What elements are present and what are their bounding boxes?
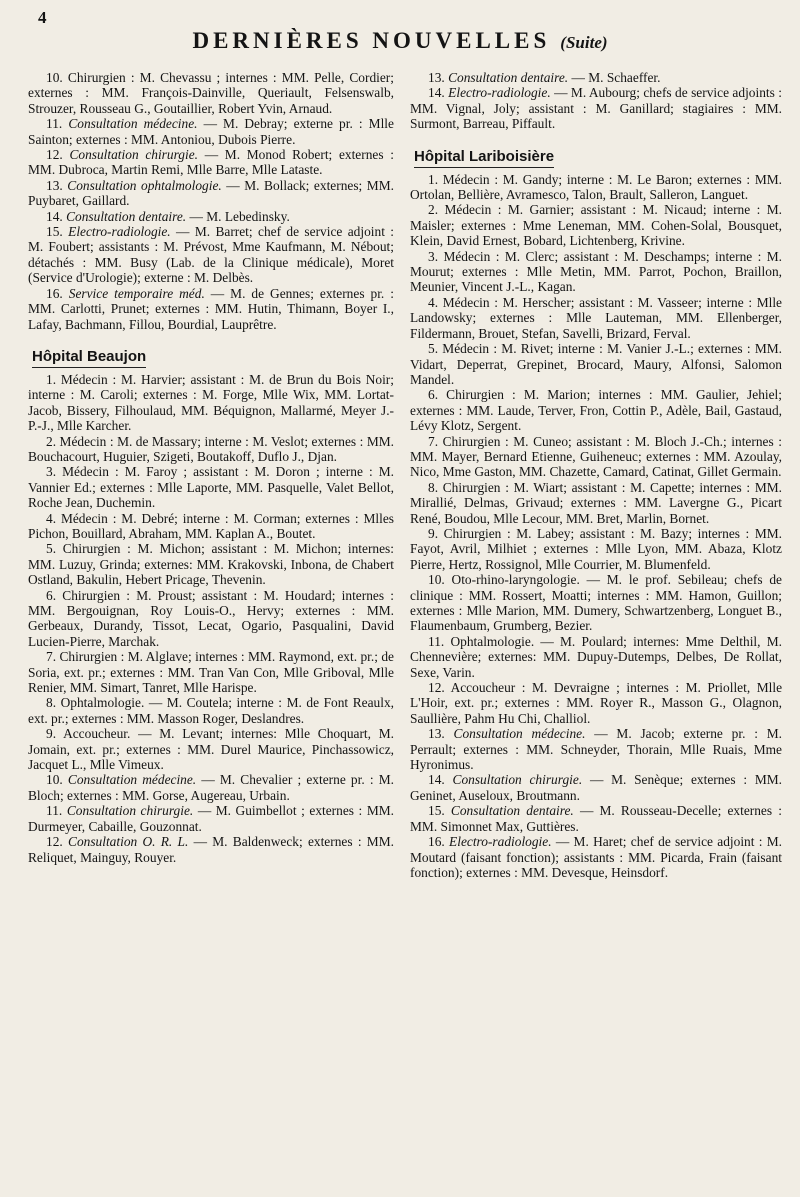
entry-number: 16. <box>428 834 445 850</box>
section-lariboisiere <box>410 132 782 881</box>
entry-text: Médecin : M. Herscher; assistant : M. Vasseer; interne : Mlle Landowsky; externes : Mlle Lauteman, MM. Ellenberger, Fildermann, Brouet, Stefan, Savelli, Brizard, Ferval. <box>410 294 782 341</box>
entry-item <box>28 541 394 587</box>
entry-number: 3. <box>428 248 439 264</box>
entry-item <box>28 434 394 465</box>
entry-service: Consultation chirurgie. <box>452 772 583 788</box>
entry-text: — M. Rousseau-Decelle; externes : MM. Simonnet Max, Guttières. <box>410 803 782 834</box>
entry-text: — M. de Gennes; externes pr. : MM. Carlotti, Prunet; externes : MM. Hutin, Thimann, Boyer I., Lafay, Bachmann, Fillou, Bourdial, Lauprêtre. <box>28 285 394 332</box>
entry-number: 6. <box>46 587 57 603</box>
entry-item <box>28 803 394 834</box>
entry-number: 15. <box>46 224 63 240</box>
entry-number: 14. <box>46 208 63 224</box>
entry-item <box>28 286 394 332</box>
entry-text: Médecin : M. Gandy; interne : M. Le Baron; externes : MM. Ortolan, Bellière, Avramesco, Talon, Brault, Salleron, Languet. <box>410 171 782 203</box>
entry-number: 1. <box>46 371 57 387</box>
entry-item <box>410 434 782 480</box>
entry-number: 3. <box>46 464 57 480</box>
entry-number: 2. <box>428 202 439 218</box>
entry-item <box>28 147 394 178</box>
entry-number: 16. <box>46 285 63 301</box>
entry-text: Chirurgien : M. Proust; assistant : M. Houdard; internes : MM. Bergouignan, Roy Louis-O., Hervy; externes : MM. Gerbeaux, Durandy, Tissot, Lecat, Ogario, Pasqualini, David Lucien-Pierre, Marchak. <box>28 587 394 649</box>
entry-text: — M. Chevalier ; externe pr. : M. Bloch; externes : MM. Gorse, Augereau, Urbain. <box>28 772 394 803</box>
entry-text: — M. Aubourg; chefs de service adjoints : MM. Vignal, Joly; assistant : M. Ganillard; stagiaires : MM. Surmont, Barreau, Piffault. <box>410 85 782 132</box>
section-title-lariboisiere: Hôpital Lariboisière <box>414 148 554 168</box>
entry-text: — M. Bollack; externes; MM. Puybaret, Gaillard. <box>28 177 394 209</box>
entry-item <box>410 772 782 803</box>
entry-item <box>28 116 394 147</box>
entry-service: Electro-radiologie. <box>68 224 171 240</box>
entry-number: 2. <box>46 433 57 449</box>
entry-text: — M. Lebedinsky. <box>189 208 290 224</box>
entry-service: Consultation dentaire. <box>66 208 187 224</box>
page-header <box>0 28 800 54</box>
entry-service: Consultation dentaire. <box>450 803 574 819</box>
entry-item <box>28 70 394 116</box>
entry-number: 10. <box>428 572 445 588</box>
entry-text: — M. Barret; chef de service adjoint : M. Foubert; assistants : M. Prévost, Mme Kaufmann, M. Nébout; détachés : MM. Busy (Lab. de la Clinique médicale), Moret (Service d'Urologie); externe : M. Delbès. <box>28 224 394 286</box>
header-suite: (Suite) <box>560 33 608 52</box>
entry-item <box>410 526 782 572</box>
entry-number: 13. <box>428 70 445 85</box>
entry-text: Chirurgien : M. Labey; assistant : M. Bazy; internes : MM. Fayot, Avril, Milhiet ; externes : Mlle Lyon, MM. Abaza, Klotz Pierre, Hertz, Rossignol, Mlle Courrier, M. Blumenfeld. <box>410 525 782 572</box>
entry-number: 11. <box>428 633 445 649</box>
entry-item <box>410 680 782 726</box>
entry-text: — M. Haret; chef de service adjoint : M. Moutard (faisant fonction); assistants : MM. Picarda, Frain (faisant fonction); externes : MM. Devesque, Heinsdorf. <box>410 834 782 880</box>
entry-number: 10. <box>46 772 63 788</box>
entry-service: Consultation ophtalmologie. <box>67 177 222 193</box>
entry-text: Chirurgien : M. Chevassu ; internes : MM. Pelle, Cordier; externes : MM. François-Dainville, Queriault, Felsenswalb, Strouzer, Rousseau G., Goutaillier, Robert Yvin, Arnaud. <box>28 70 394 116</box>
page-number: 4 <box>38 8 47 27</box>
entry-text: Oto-rhino-laryngologie. — M. le prof. Sebileau; chefs de clinique : MM. Rossert, Moatti; internes : MM. Hamon, Guillon; externes : Mlle Marion, MM. Dumery, Schwartzenberg, Longuet B., Flaumenbaum, Grumberg, Bezier. <box>410 572 782 634</box>
entry-item <box>410 387 782 433</box>
entry-item <box>410 572 782 634</box>
entry-number: 1. <box>428 171 439 187</box>
entry-item <box>28 834 394 865</box>
entry-item <box>28 726 394 772</box>
entry-number: 5. <box>46 541 57 557</box>
entry-text: Chirurgien : M. Alglave; internes : MM. Raymond, ext. pr.; de Soria, ext. pr.; externes : MM. Tran Van Con, Mlle Griboval, Mlle Renier, MM. Simart, Tanret, Mlle Harispe. <box>28 649 394 696</box>
entry-number: 4. <box>46 510 57 526</box>
entry-service: Consultation chirurgie. <box>66 803 194 819</box>
entry-text: Chirurgien : M. Cuneo; assistant : M. Bloch J.-Ch.; internes : MM. Mayer, Bernard Etienne, Guiheneuc; externes : MM. Azoulay, Nico, Mme Gaston, MM. Chazette, Camard, Catinat, Gillet Germain. <box>410 433 782 480</box>
entry-number: 6. <box>428 387 439 403</box>
entry-number: 10. <box>46 70 63 85</box>
entry-item <box>28 772 394 803</box>
right-entries <box>410 70 782 132</box>
left-column <box>28 70 394 1190</box>
right-column <box>410 70 782 1190</box>
entry-service: Consultation médecine. <box>67 772 197 788</box>
entry-item <box>28 511 394 542</box>
entry-number: 11. <box>46 803 63 819</box>
entry-text: — M. Monod Robert; externes : MM. Dubroca, Martin Remi, Mlle Barre, Mlle Lataste. <box>28 147 394 178</box>
entry-item <box>28 464 394 510</box>
entry-number: 14. <box>428 772 445 788</box>
entry-service: Electro-radiologie. <box>449 834 552 850</box>
entry-text: Ophtalmologie. — M. Coutela; interne : M. de Font Reaulx, ext. pr.; externes : MM. Masson Roger, Deslandres. <box>28 695 394 726</box>
entry-service: Consultation O. R. L. <box>68 834 189 850</box>
entry-item <box>28 649 394 695</box>
entry-service: Consultation dentaire. <box>448 70 569 85</box>
entry-number: 9. <box>46 726 57 742</box>
entry-text: — M. Jacob; externe pr. : M. Perrault; externes : MM. Schneyder, Thorain, Mlle Ruais, Mme Hyronimus. <box>410 726 782 773</box>
entry-text: Médecin : M. Garnier; assistant : M. Nicaud; interne : M. Maisler; externes : Mme Leneman, MM. Cohen-Solal, Bousquet, Klein, David Ernest, Bobard, Lichtenberg, Krivine. <box>410 202 782 249</box>
entry-item <box>410 295 782 341</box>
header-title: DERNIÈRES NOUVELLES <box>192 28 551 53</box>
entry-item <box>410 249 782 295</box>
entry-number: 5. <box>428 341 439 357</box>
entry-service: Service temporaire méd. <box>68 285 205 301</box>
left-entries <box>28 70 394 332</box>
entry-text: Médecin : M. Harvier; assistant : M. de Brun du Bois Noir; interne : M. Caroli; externes : M. Forge, Mlle Wix, MM. Lortat-Jacob, Bissery, Filhoulaud, MM. Béquignon, Mallarmé, Meyer J.-P.-J., Mlle Karcher. <box>28 371 394 434</box>
entry-text: Accoucheur. — M. Levant; internes: Mlle Choquart, M. Jomain, ext. pr.; externes : MM. Durel Maurice, Pinchassowicz, Jacquet L., Mlle Vimeux. <box>28 726 394 773</box>
entry-item <box>410 70 782 85</box>
entry-number: 15. <box>428 803 445 819</box>
entry-text: — M. Debray; externe pr. : Mlle Sainton; externes : MM. Antoniou, Dubois Pierre. <box>28 116 394 147</box>
entry-text: — M. Senèque; externes : MM. Geninet, Auseloux, Broutmann. <box>410 772 782 803</box>
entry-number: 7. <box>46 649 57 665</box>
entry-text: Médecin : M. Debré; interne : M. Corman; externes : Mlles Pichon, Bouillard, Abraham, MM. Kaplan A., Boutet. <box>28 510 394 541</box>
entry-number: 11. <box>46 116 63 132</box>
entry-text: — M. Schaeffer. <box>571 70 661 85</box>
entry-item <box>28 209 394 224</box>
lariboisiere-entries <box>410 172 782 881</box>
entry-number: 9. <box>428 525 439 541</box>
entry-item <box>410 803 782 834</box>
entry-number: 14. <box>428 85 445 101</box>
entry-item <box>410 480 782 526</box>
entry-number: 12. <box>46 834 63 850</box>
entry-text: Médecin : M. Rivet; interne : M. Vanier J.-L.; externes : MM. Vidart, Deperrat, Grepinet, Brocard, Maury, Alfonsi, Salomon Mandel. <box>410 341 782 387</box>
entry-text: — M. Baldenweck; externes : MM. Reliquet, Mainguy, Rouyer. <box>28 834 394 865</box>
section-title-beaujon: Hôpital Beaujon <box>32 348 146 368</box>
entry-text: Médecin : M. de Massary; interne : M. Veslot; externes : MM. Bouchacourt, Huguier, Szigeti, Boutakoff, Duflo J., Djan. <box>28 433 394 464</box>
entry-item <box>410 726 782 772</box>
entry-number: 8. <box>428 479 439 495</box>
entry-item <box>28 695 394 726</box>
entry-number: 7. <box>428 433 439 449</box>
entry-item <box>410 202 782 248</box>
entry-text: Médecin : M. Clerc; assistant : M. Deschamps; interne : M. Mourut; externes : Mlle Metin, MM. Parrot, Pochon, Braillon, Meunier, Vincent J.-L., Kagan. <box>410 248 782 295</box>
entry-item <box>410 634 782 680</box>
entry-number: 8. <box>46 695 57 711</box>
entry-item <box>410 341 782 387</box>
entry-item <box>410 834 782 880</box>
entry-text: Médecin : M. Faroy ; assistant : M. Doron ; interne : M. Vannier Ed.; externes : Mlle Laporte, MM. Pasquelle, Valet Bellot, Roche Jean, Duchemin. <box>28 464 394 511</box>
entry-number: 12. <box>46 147 63 163</box>
entry-service: Consultation médecine. <box>68 116 198 132</box>
entry-text: Ophtalmologie. — M. Poulard; internes: Mme Delthil, M. Chennevière; externes: MM. Dupuy-Dutemps, Delbes, De Rollat, Sexe, Varin. <box>410 633 782 680</box>
entry-number: 12. <box>428 680 445 696</box>
entry-service: Consultation médecine. <box>453 726 586 742</box>
entry-service: Electro-radiologie. <box>448 85 551 101</box>
entry-item <box>28 224 394 286</box>
beaujon-entries <box>28 372 394 865</box>
entry-item <box>410 172 782 203</box>
section-beaujon <box>28 332 394 865</box>
entry-text: Chirurgien : M. Michon; assistant : M. Michon; internes: MM. Luzuy, Grinda; externes: MM. Krakovski, Inbona, de Chabert Ostland, Bakulin, Hebert Pricage, Thevenin. <box>28 541 394 588</box>
entry-item <box>410 85 782 131</box>
entry-text: — M. Guimbellot ; externes : MM. Durmeyer, Cabaille, Gouzonnat. <box>28 803 394 834</box>
entry-service: Consultation chirurgie. <box>69 147 199 163</box>
entry-item <box>28 372 394 434</box>
entry-item <box>28 588 394 650</box>
entry-number: 4. <box>428 294 439 310</box>
entry-number: 13. <box>46 177 63 193</box>
entry-text: Chirurgien : M. Wiart; assistant : M. Capette; internes : MM. Mirallié, Delmas, Grivaud; externes : MM. Lavergne G., Picart René, Boudou, Mlle Lecour, MM. Bret, Marlin, Bornet. <box>410 479 782 526</box>
entry-text: Accoucheur : M. Devraigne ; internes : M. Priollet, Mlle L'Hoir, ext. pr.; externes : MM. Royer R., Masson G., Olagnon, Saullière, Pahm Hu Chi, Challiol. <box>410 680 782 726</box>
entry-number: 13. <box>428 726 445 742</box>
entry-item <box>28 178 394 209</box>
entry-text: Chirurgien : M. Marion; internes : MM. Gaulier, Jehiel; externes : MM. Laude, Terver, Fron, Cottin P., Adèle, Bail, Gastaud, Lévy Klotz, Sergent. <box>410 387 782 434</box>
